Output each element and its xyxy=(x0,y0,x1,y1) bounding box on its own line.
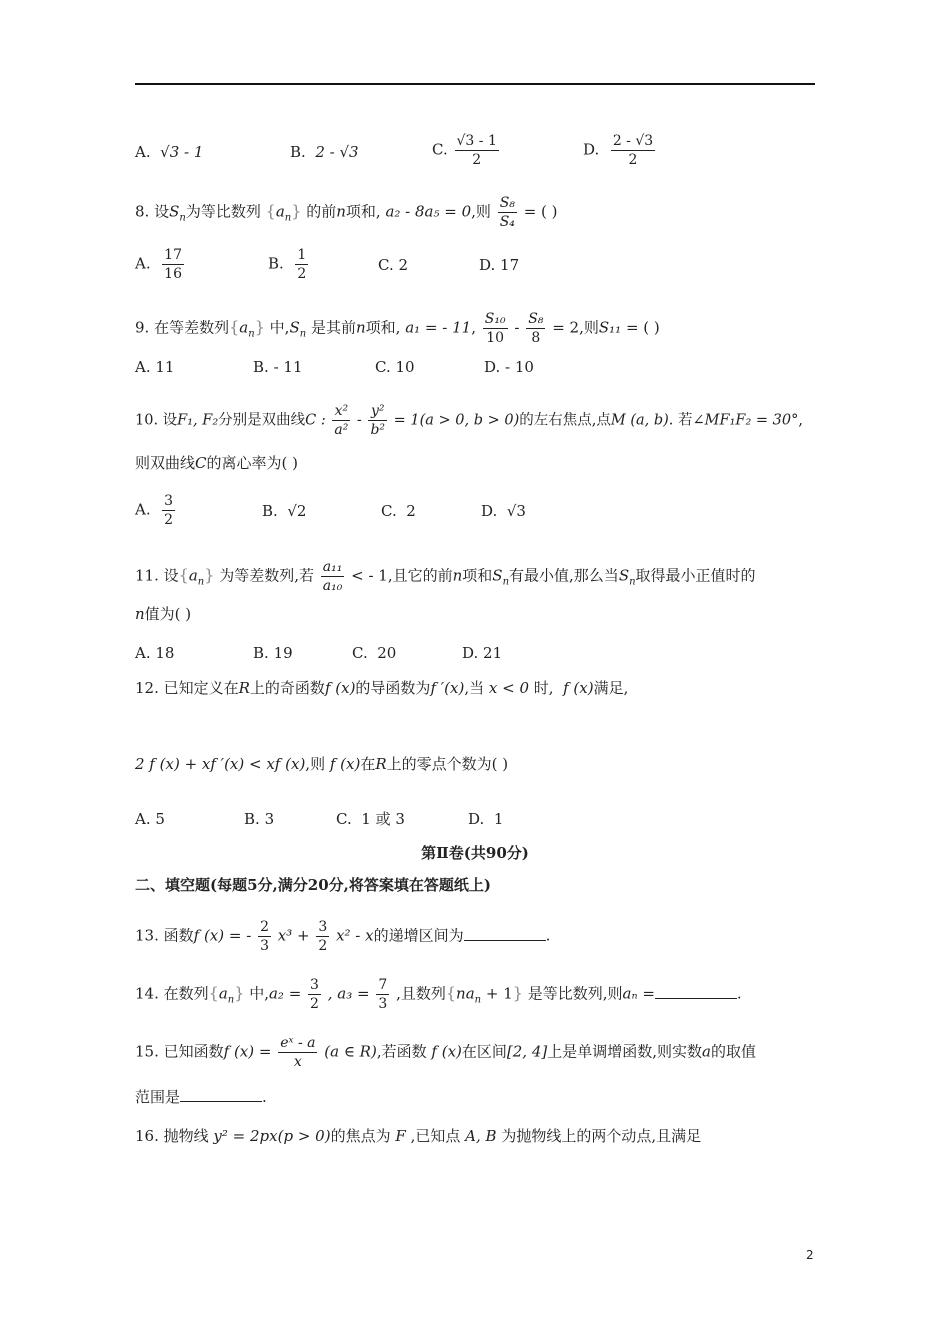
question-11-line-2: n值为( ) xyxy=(135,605,192,623)
q12-option-a: A. 5 xyxy=(135,810,165,828)
q8-option-a: A. $\frac{17}{16}$ xyxy=(135,247,182,282)
question-12: 12. 已知定义在R上的奇函数f (x)的导函数为f ′(x),当 x < 0 时, f (x)满足, xyxy=(135,679,629,697)
part-2-title: 第Ⅱ卷(共90分) xyxy=(421,844,529,862)
q9-option-a: A. 11 xyxy=(135,358,175,376)
q12-option-d: D. 1 xyxy=(468,810,504,828)
q15-answer-blank xyxy=(180,1087,262,1102)
q7-option-d: D. $\frac{2 - √3}{2}$ xyxy=(583,133,654,168)
q12-option-b: B. 3 xyxy=(244,810,275,828)
question-16: 16. 抛物线 y² = 2px(p > 0)的焦点为 F ,已知点 A, B 为抛物线上的两个动点,且满足 xyxy=(135,1127,702,1145)
header-rule xyxy=(135,83,815,85)
page-number: 2 xyxy=(806,1248,814,1262)
q10-option-d: D. √3 xyxy=(481,502,526,520)
question-15: 15. 已知函数f (x) = $\frac{\text{eˣ - a}}{x}$ (a ∈ R),若函数 f (x)在区间[2, 4]上是单调增函数,则实数a的取值 xyxy=(135,1035,756,1070)
q10-option-a: A. $\frac{3}{2}$ xyxy=(135,493,174,528)
question-10-line-2: 则双曲线C的离心率为( ) xyxy=(135,454,298,472)
q8-option-b: B. $\frac{1}{2}$ xyxy=(268,247,307,282)
q13-answer-blank xyxy=(464,926,546,941)
question-15-line-2: 范围是 . xyxy=(135,1088,267,1106)
question-11: 11. 设$\{a_n\}$ 为等差数列,若 $\frac{\text{a₁₁}}{\text{a₁₀}}$ < - 1,且它的前n项和$S_n$有最小值,那么当$S_n$取得最小正值时的 xyxy=(135,559,756,594)
q10-option-c: C. 2 xyxy=(381,502,416,520)
q8-option-c: C. 2 xyxy=(378,256,409,274)
q12-option-c: C. 1 或 3 xyxy=(336,810,405,828)
question-9: 9. 在等差数列$\{a_n\}$ 中$,S_n$ 是其前n项和, a₁ = - 11, $\frac{\text{S₁₀}}{10}$ - $\frac{\text{S₈}}{8}$ = 2,则S₁₁ = ( ) xyxy=(135,311,660,346)
q8-option-d: D. 17 xyxy=(479,256,520,274)
question-14: 14. 在数列$\{a_n\}$ 中,a₂ = $\frac{3}{2}$ , a₃ = $\frac{7}{3}$ ,且数列$\{na_n + 1\}$ 是等比数列,则aₙ = . xyxy=(135,977,742,1012)
q14-answer-blank xyxy=(655,984,737,999)
question-12-line-2: 2 f (x) + xf ′(x) < xf (x),则 f (x)在R上的零点个数为( ) xyxy=(135,755,509,773)
q7-option-b: B. 2 - √3 xyxy=(290,143,359,161)
q11-option-b: B. 19 xyxy=(253,644,293,662)
q11-option-c: C. 20 xyxy=(352,644,397,662)
q9-option-b: B. - 11 xyxy=(253,358,303,376)
q11-option-d: D. 21 xyxy=(462,644,503,662)
q7-option-c: C. $\frac{√3 - 1}{2}$ xyxy=(432,133,497,168)
section-2-heading: 二、填空题(每题5分,满分20分,将答案填在答题纸上) xyxy=(135,876,491,894)
question-13: 13. 函数f (x) = - $\frac{2}{3}$ x³ + $\frac{3}{2}$ x² - x的递增区间为 . xyxy=(135,919,551,954)
question-10: 10. 设F₁, F₂分别是双曲线C : $\frac{\text{x²}}{\text{a²}}$ - $\frac{\text{y²}}{\text{b²}}$ = 1(a > 0, b > 0)的左右焦点,点M (a, b). 若∠MF₁F₂ = 30°, xyxy=(135,403,803,438)
q10-option-b: B. √2 xyxy=(262,502,307,520)
q9-option-d: D. - 10 xyxy=(484,358,534,376)
q11-option-a: A. 18 xyxy=(135,644,175,662)
question-8: 8. 设$S_n$为等比数列 $\{a_n\}$ 的前n项和, a₂ - 8a₅ = 0,则 $\frac{\text{S₈}}{\text{S₄}}$ = ( ) xyxy=(135,195,558,230)
q7-option-a: A. √3 - 1 xyxy=(135,143,204,161)
q9-option-c: C. 10 xyxy=(375,358,415,376)
